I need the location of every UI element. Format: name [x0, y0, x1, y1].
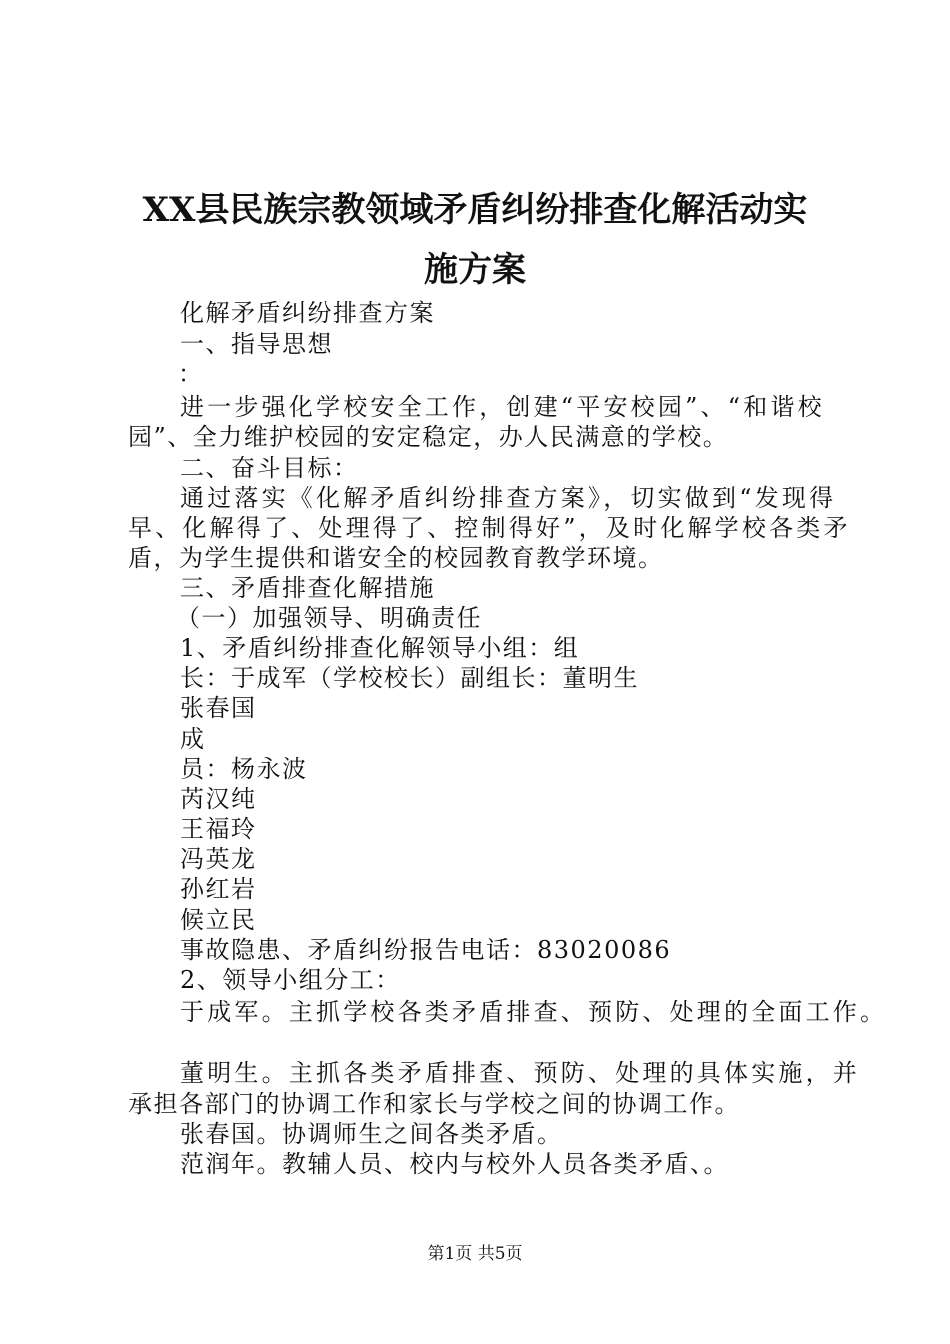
paragraph-line: 成 [180, 725, 206, 753]
paragraph-line: 董明生。主抓各类矛盾排查、预防、处理的具体实施，并 [180, 1059, 860, 1087]
paragraph-line: 进一步强化学校安全工作，创建“平安校园”、“和谐校 [180, 393, 825, 421]
paragraph-line: 于成军。主抓学校各类矛盾排查、预防、处理的全面工作。 [180, 998, 888, 1026]
paragraph-line: 盾，为学生提供和谐安全的校园教育教学环境。 [128, 544, 664, 572]
paragraph-line: 张春国。协调师生之间各类矛盾。 [180, 1120, 563, 1148]
member-name: 王福玲 [180, 815, 257, 843]
document-title-line-2: 施方案 [424, 250, 526, 290]
report-phone-line: 事故隐患、矛盾纠纷报告电话：83020086 [180, 936, 672, 964]
paragraph-line: 员：杨永波 [180, 755, 308, 783]
document-title-line-1: XX县民族宗教领域矛盾纠纷排查化解活动实 [142, 190, 808, 230]
paragraph-line: 2、领导小组分工： [180, 966, 401, 994]
member-name: 芮汉纯 [180, 785, 257, 813]
section-heading: 化解矛盾纠纷排查方案 [180, 299, 435, 327]
member-name: 候立民 [180, 906, 257, 934]
section-heading: 二、奋斗目标： [180, 454, 359, 482]
member-name: 冯英龙 [180, 845, 257, 873]
section-heading: 一、指导思想 [180, 330, 333, 358]
paragraph-line: 承担各部门的协调工作和家长与学校之间的协调工作。 [128, 1090, 740, 1118]
paragraph-line: 长：于成军（学校校长）副组长：董明生 [180, 664, 639, 692]
section-heading: 三、矛盾排查化解措施 [180, 574, 435, 602]
subsection-heading: （一）加强领导、明确责任 [176, 604, 482, 632]
paragraph-line: ： [178, 360, 204, 388]
paragraph-line: 园”、全力维护校园的安定稳定，办人民满意的学校。 [128, 423, 729, 451]
paragraph-line: 通过落实《化解矛盾纠纷排查方案》，切实做到“发现得 [180, 484, 837, 512]
paragraph-line: 范润年。教辅人员、校内与校外人员各类矛盾、。 [180, 1150, 729, 1178]
paragraph-line: 早、化解得了、处理得了、控制得好”，及时化解学校各类矛 [128, 514, 851, 542]
paragraph-line: 1、矛盾纠纷排查化解领导小组：组 [180, 634, 580, 662]
page-footer: 第1页 共5页 [427, 1244, 523, 1264]
member-name: 孙红岩 [180, 875, 257, 903]
member-name: 张春国 [180, 694, 257, 722]
